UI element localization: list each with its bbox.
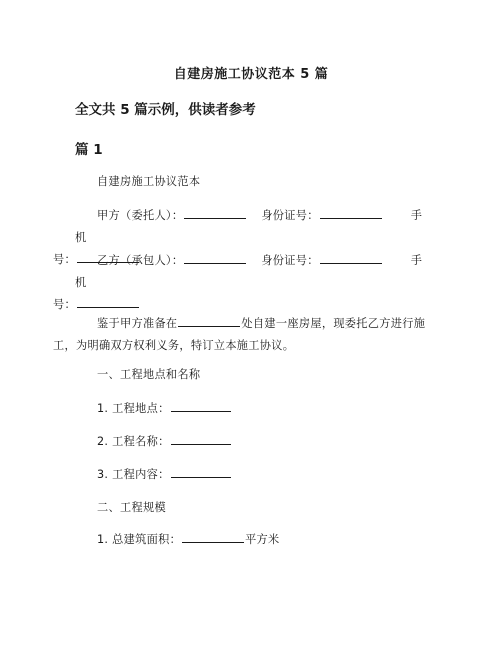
project-location-blank	[171, 400, 231, 412]
item-project-location	[75, 398, 430, 420]
party-b-phone-label: 手机	[75, 254, 423, 289]
party-b-phone-blank	[77, 296, 139, 308]
party-b-phone-label-2: 号：	[53, 298, 76, 311]
party-a-phone-label-2: 号：	[53, 253, 76, 266]
section-2-heading: 二、工程规模	[97, 501, 166, 514]
section-1-heading: 一、工程地点和名称	[97, 368, 201, 381]
party-a-id-label: 身份证号：	[261, 209, 319, 222]
party-a-label: 甲方（委托人）：	[97, 209, 184, 222]
party-b-id-blank	[320, 252, 382, 264]
section-heading: 篇 1	[75, 142, 103, 158]
party-b-paragraph	[53, 250, 430, 316]
project-name-label: 2. 工程名称：	[97, 435, 170, 448]
location-blank	[178, 315, 240, 327]
intro-paragraph	[53, 313, 430, 357]
item-project-name	[75, 431, 430, 453]
party-b-label: 乙方（承包人）：	[97, 254, 184, 267]
party-a-id-blank	[320, 207, 382, 219]
intro-part-2: 处自建一座房屋，现委托乙方进行施	[241, 317, 426, 330]
document-subtitle: 全文共 5 篇示例，供读者参考	[75, 102, 256, 118]
total-area-label: 1. 总建筑面积：	[97, 533, 182, 546]
party-a-phone-label: 手机	[75, 209, 423, 244]
item-total-area	[75, 529, 430, 551]
total-area-blank	[182, 531, 244, 543]
item-project-content	[75, 464, 430, 486]
party-b-id-label: 身份证号：	[261, 254, 319, 267]
project-location-label: 1. 工程地点：	[97, 402, 170, 415]
project-name-blank	[171, 433, 231, 445]
project-content-blank	[171, 466, 231, 478]
party-b-name-blank	[184, 252, 246, 264]
total-area-unit: 平方米	[245, 533, 280, 546]
document-title: 自建房施工协议范本 5 篇	[173, 67, 329, 82]
intro-part-3: 工，为明确双方权利义务，特订立本施工协议。	[53, 339, 295, 352]
agreement-name: 自建房施工协议范本	[97, 175, 201, 188]
intro-part-1: 鉴于甲方准备在	[97, 317, 178, 330]
project-content-label: 3. 工程内容：	[97, 468, 170, 481]
party-a-name-blank	[184, 207, 246, 219]
